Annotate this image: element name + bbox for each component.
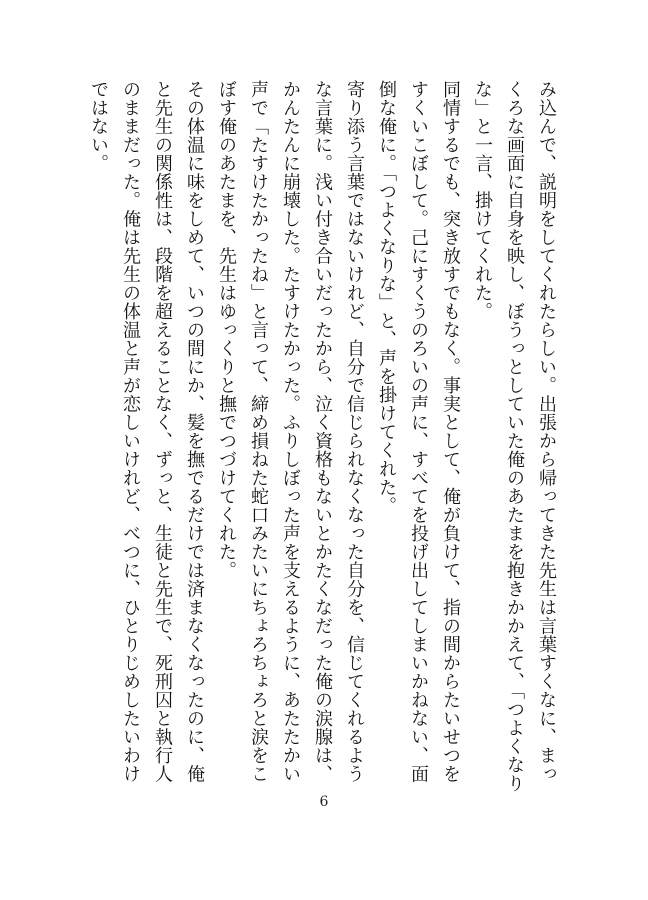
page-number: 6 <box>319 794 329 810</box>
paragraph-4: その体温に味をしめて、いつの間にか、髪を撫でるだけでは済まなくなったのに、俺と先生の関係性は、段階を超えることなく、ずっと、生徒と先生で、死刑囚と執行人のままだった。俺は先生の体温と声が恋しいけれど、べつに、ひとりじめしたいわけではない。 <box>88 80 205 783</box>
paragraph-1: み込んで、説明をしてくれたらしい。出張から帰ってきた先生は言葉すくなに、まっくろな画面に自身を映し、ぼうっとしていた俺のあたまを抱きかかえて、「つよくなりな」と一言、掛けてくれた。 <box>472 80 557 793</box>
vertical-body-text <box>62 80 562 800</box>
paragraph-2: 同情するでも、突き放すでもなく。事実として、俺が負けて、指の間からたいせつをすくいこぼして。己にすくうのろいの声に、すべてを投げ出してしまいかねない、面倒な俺に。「つよくなりな」と、声を掛けてくれた。 <box>376 80 461 783</box>
paragraph-3: 寄り添う言葉ではないけれど、自分で信じられなくなった自分を、信じてくれるような言葉に。浅い付き合いだったから、泣く資格もないとかたくなだった俺の涙腺は、かんたんに崩壊した。たすけたかった。ふりしぼった声を支えるように、あたたかい声で「たすけたかったね」と言って、締め損ねた蛇口みたいにちょろちょろと涙をこぼす俺のあたまを、先生はゆっくりと撫でつづけてくれた。 <box>216 80 365 783</box>
